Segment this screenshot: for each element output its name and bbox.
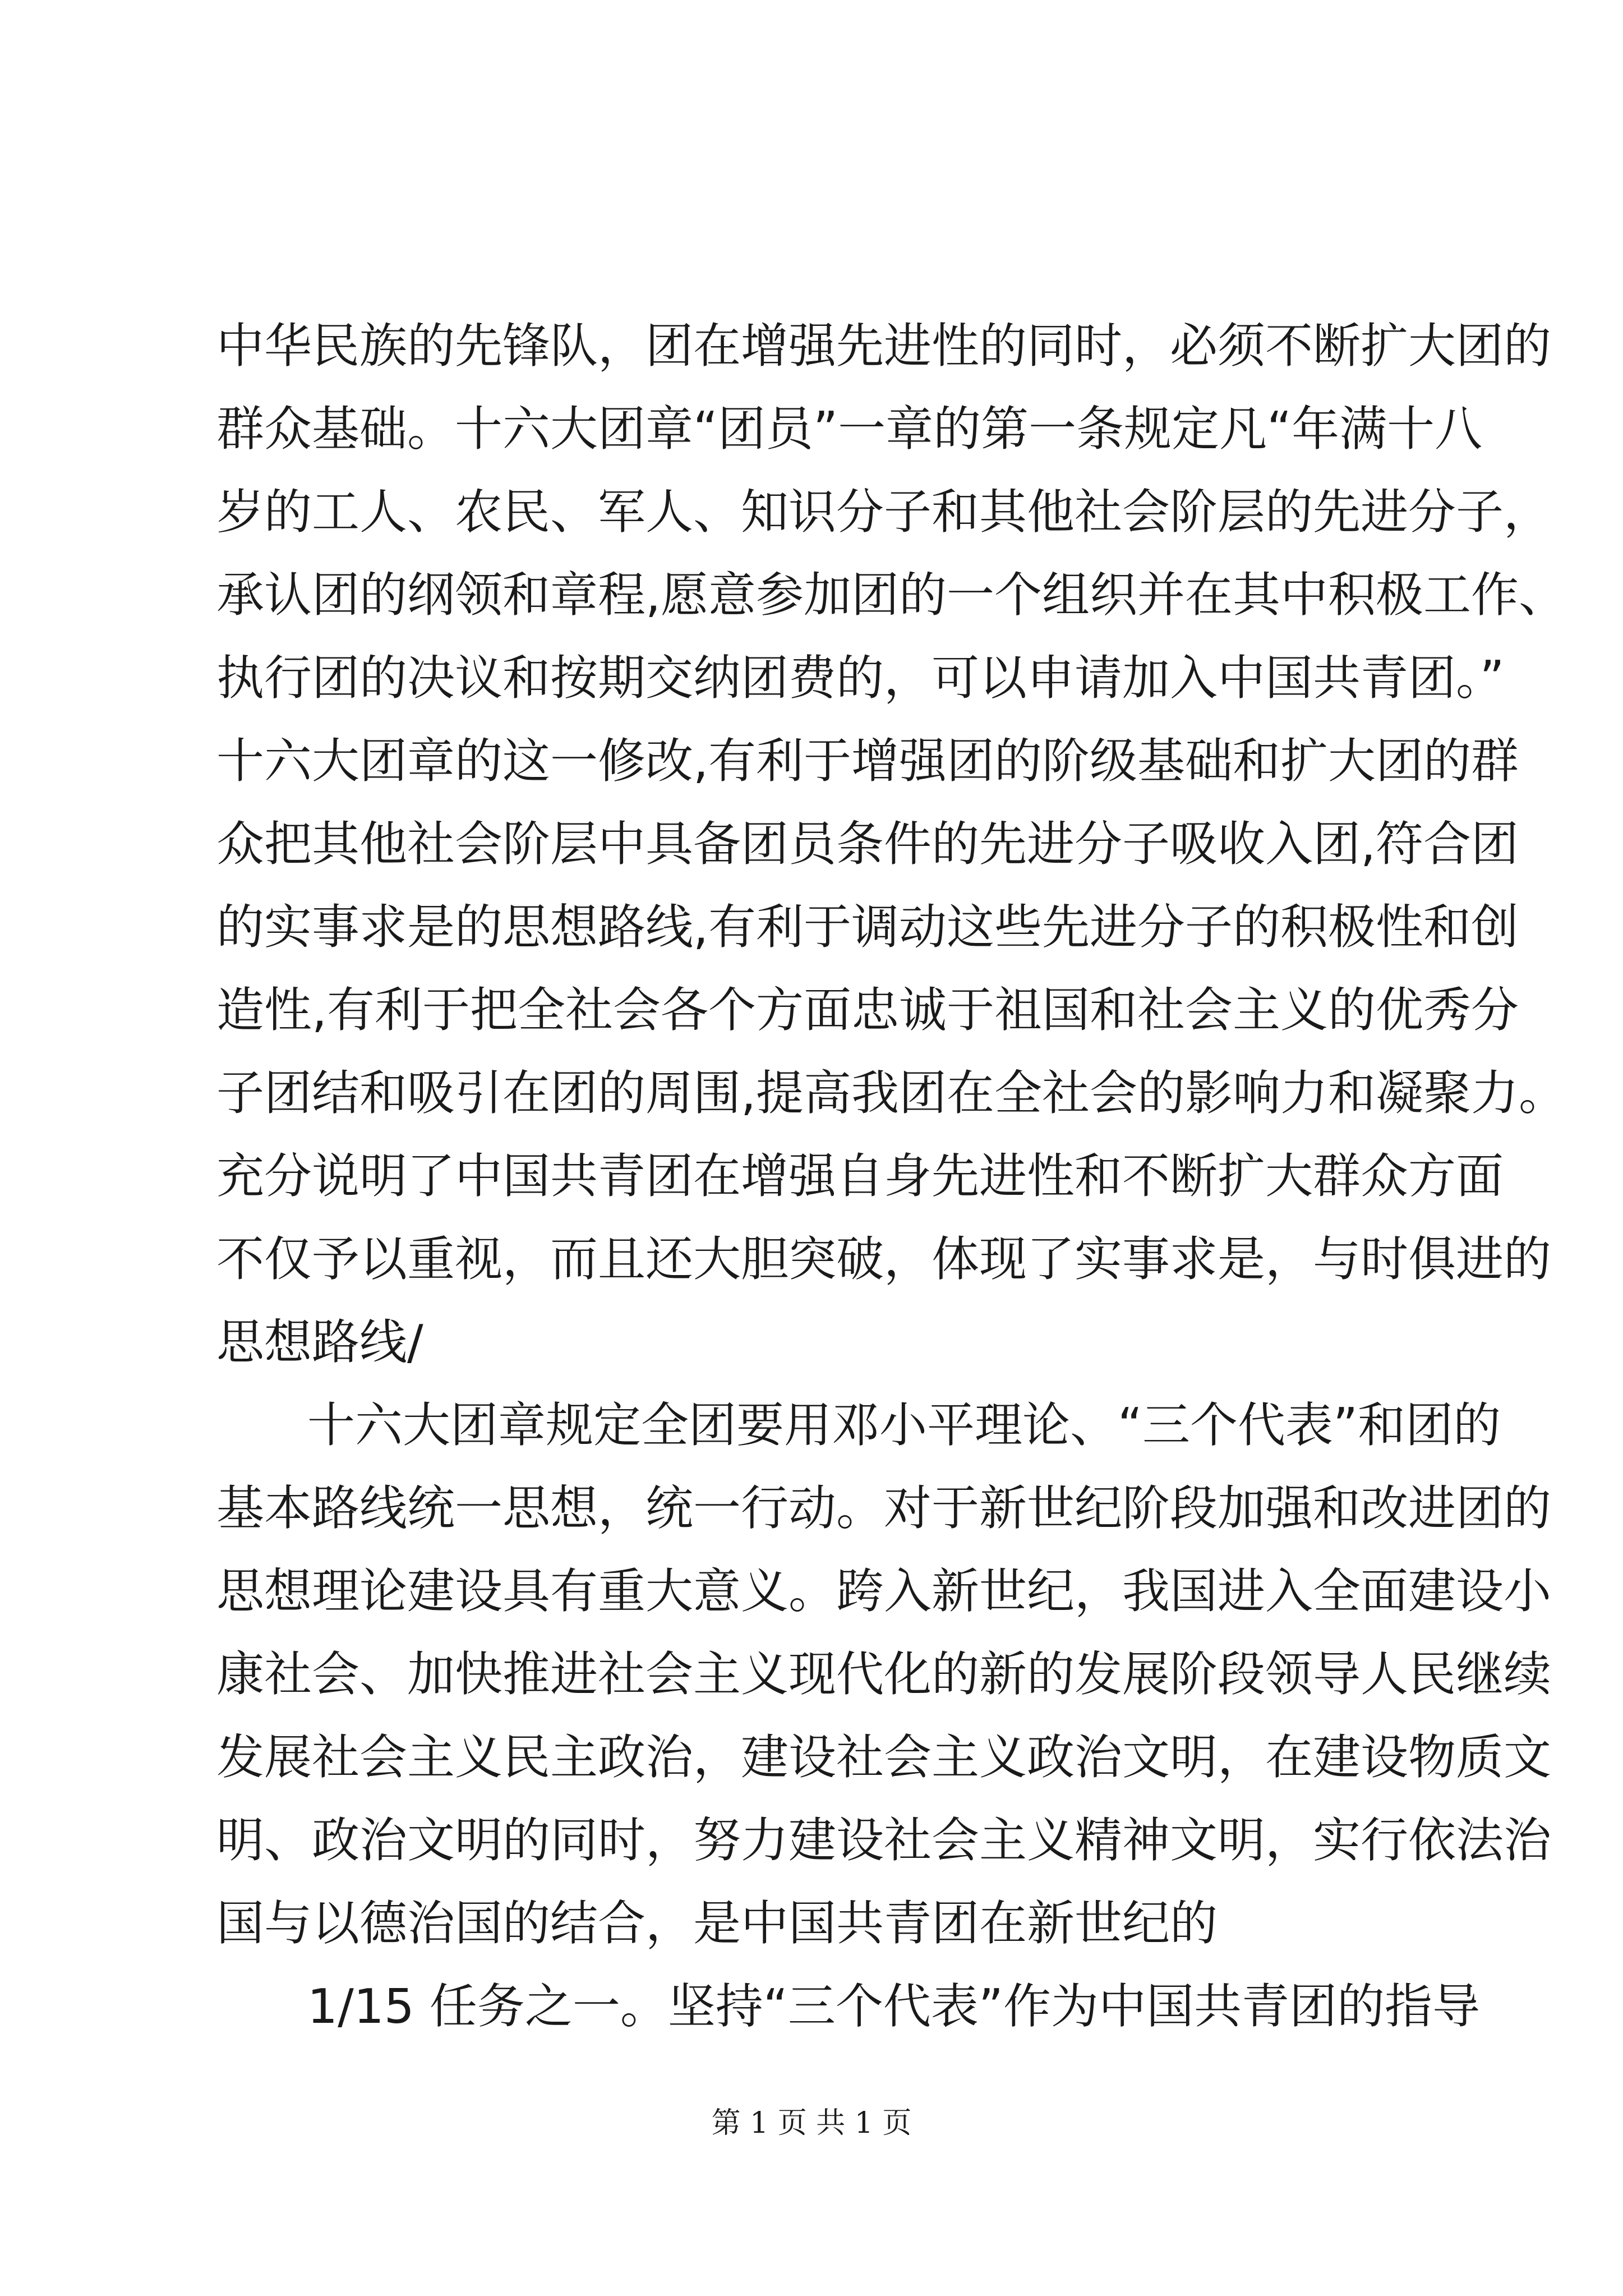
- text-line: 发展社会主义民主政治，建设社会主义政治文明，在建设物质文: [216, 1730, 1552, 1786]
- text-line: 康社会、加快推进社会主义现代化的新的发展阶段领导人民继续: [216, 1647, 1552, 1703]
- text-line: 岁的工人、农民、军人、知识分子和其他社会阶层的先进分子，: [216, 485, 1552, 540]
- text-line: 中华民族的先锋队，团在增强先进性的同时，必须不断扩大团的: [216, 319, 1552, 374]
- text-line: 充分说明了中国共青团在增强自身先进性和不断扩大群众方面: [216, 1149, 1504, 1204]
- text-line: 执行团的决议和按期交纳团费的，可以申请加入中国共青团。”: [216, 651, 1505, 706]
- text-line: 1/15 任务之一。坚持“三个代表”作为中国共青团的指导: [307, 1979, 1480, 2035]
- text-line: 明、政治文明的同时，努力建设社会主义精神文明，实行依法治: [216, 1813, 1552, 1869]
- text-line: 承认团的纲领和章程,愿意参加团的一个组织并在其中积极工作、: [216, 568, 1567, 623]
- page-footer: 第 1 页 共 1 页: [711, 2106, 912, 2140]
- text-line: 十六大团章规定全团要用邓小平理论、“三个代表”和团的: [307, 1398, 1501, 1453]
- text-line: 群众基础。十六大团章“团员”一章的第一条规定凡“年满十八: [216, 402, 1483, 457]
- text-line: 众把其他社会阶层中具备团员条件的先进分子吸收入团,符合团: [216, 817, 1519, 872]
- text-line: 子团结和吸引在团的周围,提高我团在全社会的影响力和凝聚力。: [216, 1066, 1567, 1121]
- text-line: 基本路线统一思想，统一行动。对于新世纪阶段加强和改进团的: [216, 1481, 1552, 1536]
- text-line: 造性,有利于把全社会各个方面忠诚于祖国和社会主义的优秀分: [216, 983, 1519, 1038]
- text-line: 国与以德治国的结合，是中国共青团在新世纪的: [216, 1896, 1218, 1952]
- text-line: 不仅予以重视，而且还大胆突破，体现了实事求是，与时俱进的: [216, 1232, 1552, 1287]
- text-line: 思想理论建设具有重大意义。跨入新世纪，我国进入全面建设小: [216, 1564, 1552, 1619]
- text-line: 思想路线/: [216, 1315, 423, 1370]
- text-line: 的实事求是的思想路线,有利于调动这些先进分子的积极性和创: [216, 900, 1519, 955]
- text-line: 十六大团章的这一修改,有利于增强团的阶级基础和扩大团的群: [216, 734, 1519, 789]
